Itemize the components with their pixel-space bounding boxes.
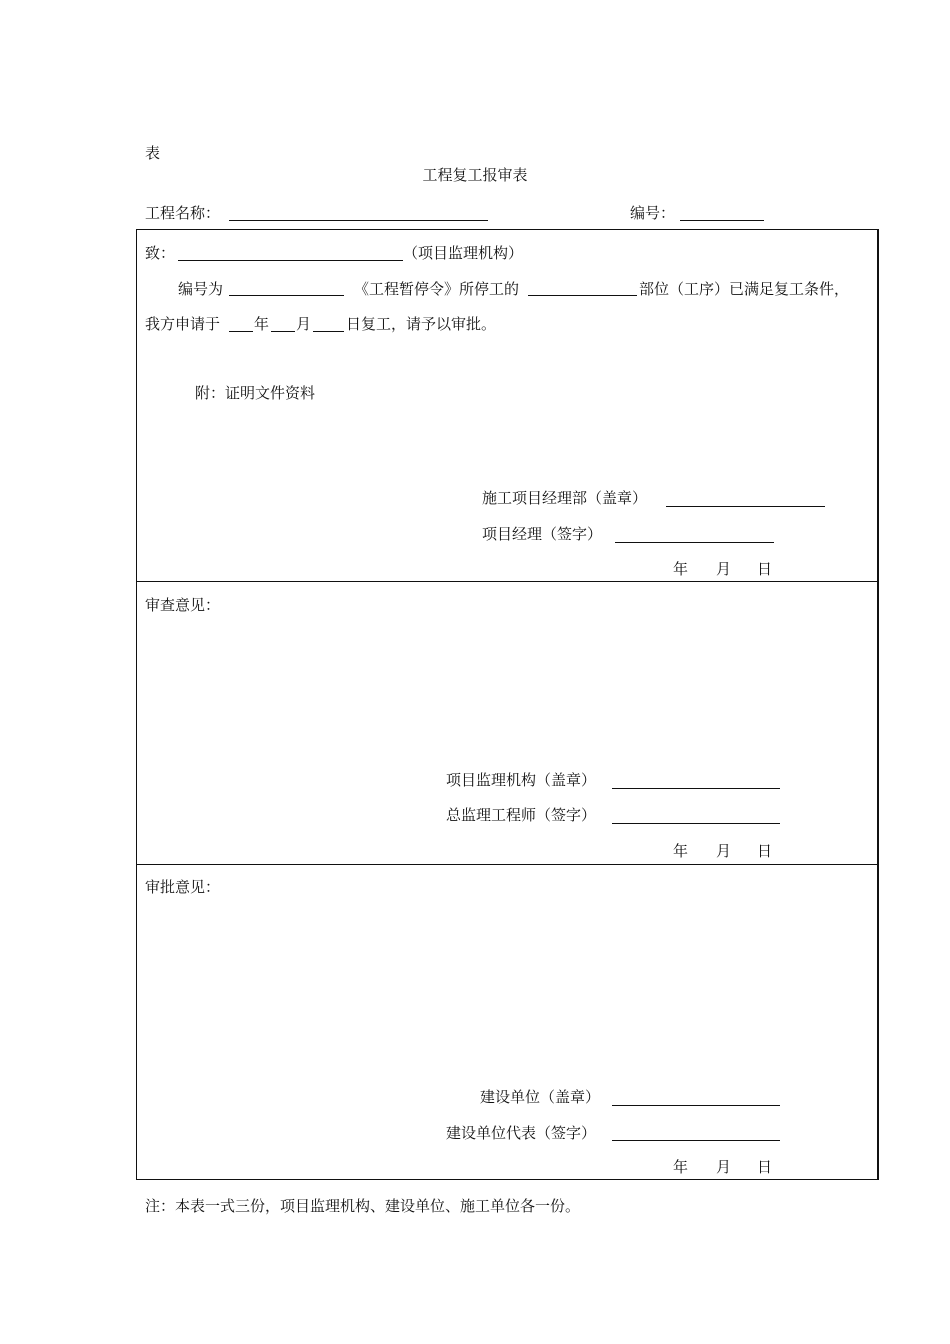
line2-prefix: 我方申请于 [145, 315, 221, 333]
contractor-seal-label: 施工项目经理部（盖章） [482, 489, 648, 507]
date-year: 年 [673, 560, 689, 578]
suspended-part-field[interactable] [528, 295, 637, 296]
supervision-seal-field[interactable] [612, 788, 780, 789]
date-day: 日 [757, 842, 773, 860]
line1-suffix: 部位（工序）已满足复工条件， [639, 280, 850, 298]
line1-middle: 《工程暂停令》所停工的 [354, 280, 520, 298]
corner-label: 表 [145, 144, 161, 162]
pm-signature-field[interactable] [615, 542, 774, 543]
owner-seal-field[interactable] [612, 1105, 780, 1106]
attachment-label: 附：证明文件资料 [195, 384, 316, 402]
date-year: 年 [673, 842, 689, 860]
to-label: 致： [145, 244, 176, 262]
section-divider-2 [136, 864, 879, 865]
date-day: 日 [757, 560, 773, 578]
pm-signature-label: 项目经理（签字） [482, 525, 603, 543]
project-name-field[interactable] [229, 220, 488, 221]
owner-seal-label: 建设单位（盖章） [480, 1088, 601, 1106]
number-field[interactable] [680, 220, 764, 221]
resume-day-field[interactable] [313, 331, 344, 332]
line2-suffix: 日复工，请予以审批。 [346, 315, 497, 333]
form-table [136, 229, 879, 1180]
section-divider-1 [136, 581, 879, 582]
contractor-seal-field[interactable] [666, 506, 825, 507]
page-title: 工程复工报审表 [422, 166, 528, 184]
date-month: 月 [716, 560, 732, 578]
to-suffix: （项目监理机构） [403, 244, 524, 262]
line1-prefix: 编号为 [178, 280, 224, 298]
resume-year-label: 年 [254, 315, 270, 333]
resume-month-label: 月 [296, 315, 312, 333]
date-month: 月 [716, 1158, 732, 1176]
resume-year-field[interactable] [229, 331, 253, 332]
date-year: 年 [673, 1158, 689, 1176]
supervision-org-field[interactable] [178, 260, 403, 261]
date-day: 日 [757, 1158, 773, 1176]
approval-heading: 审批意见： [145, 878, 221, 896]
chief-engineer-signature-field[interactable] [612, 823, 780, 824]
footer-note: 注：本表一式三份，项目监理机构、建设单位、施工单位各一份。 [145, 1197, 581, 1215]
owner-rep-signature-label: 建设单位代表（签字） [446, 1124, 597, 1142]
review-heading: 审查意见： [145, 596, 221, 614]
resume-month-field[interactable] [271, 331, 295, 332]
supervision-seal-label: 项目监理机构（盖章） [446, 771, 597, 789]
project-name-label: 工程名称： [145, 204, 221, 222]
number-label: 编号： [630, 204, 676, 222]
date-month: 月 [716, 842, 732, 860]
chief-engineer-signature-label: 总监理工程师（签字） [446, 806, 597, 824]
suspension-number-field[interactable] [229, 295, 344, 296]
owner-rep-signature-field[interactable] [612, 1140, 780, 1141]
